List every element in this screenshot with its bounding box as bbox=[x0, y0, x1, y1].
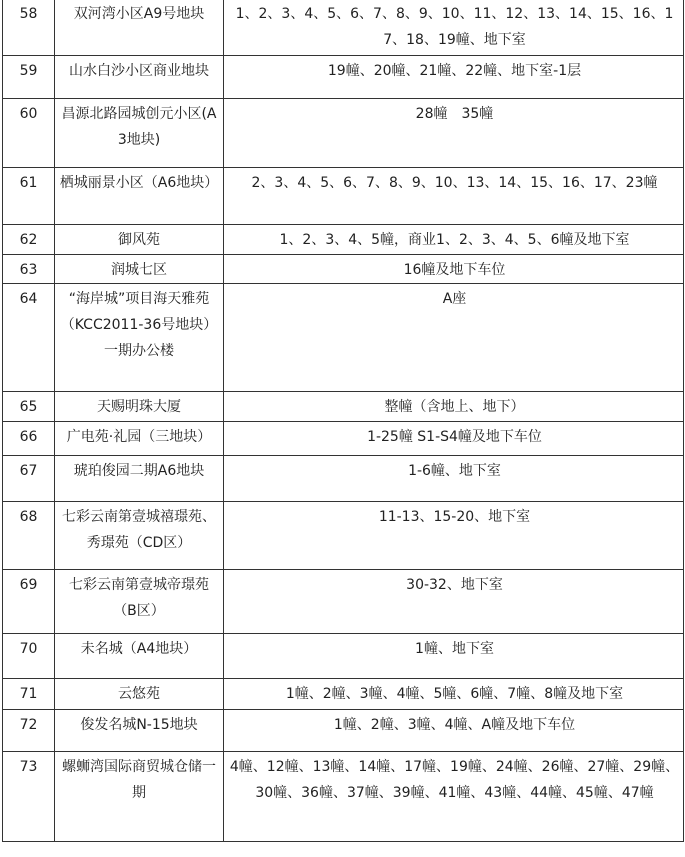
table-row bbox=[3, 570, 684, 634]
table-row bbox=[3, 634, 684, 679]
building-numbers: 11-13、15-20、地下室 bbox=[224, 502, 684, 570]
table-row bbox=[3, 168, 684, 225]
project-name: 俊发名城N-15地块 bbox=[55, 710, 224, 752]
building-numbers: 30-32、地下室 bbox=[224, 570, 684, 634]
project-name: 昌源北路园城创元小区(A3地块) bbox=[55, 99, 224, 168]
row-number: 63 bbox=[3, 255, 55, 284]
project-name: 双河湾小区A9号地块 bbox=[55, 0, 224, 56]
building-numbers: 1-6幢、地下室 bbox=[224, 456, 684, 502]
project-name: 七彩云南第壹城禧璟苑、秀璟苑（CD区） bbox=[55, 502, 224, 570]
project-name: 螺蛳湾国际商贸城仓储一期 bbox=[55, 752, 224, 842]
row-number: 61 bbox=[3, 168, 55, 225]
project-name: 栖城丽景小区（A6地块） bbox=[55, 168, 224, 225]
table-row bbox=[3, 679, 684, 710]
project-name: 七彩云南第壹城帝璟苑（B区） bbox=[55, 570, 224, 634]
row-number: 71 bbox=[3, 679, 55, 710]
project-name: 琥珀俊园二期A6地块 bbox=[55, 456, 224, 502]
table-row bbox=[3, 752, 684, 842]
project-name: 润城七区 bbox=[55, 255, 224, 284]
building-numbers: 1幢、2幢、3幢、4幢、A幢及地下车位 bbox=[224, 710, 684, 752]
row-number: 59 bbox=[3, 56, 55, 99]
project-name: 山水白沙小区商业地块 bbox=[55, 56, 224, 99]
row-number: 70 bbox=[3, 634, 55, 679]
table-row bbox=[3, 255, 684, 284]
row-number: 64 bbox=[3, 284, 55, 392]
table-row bbox=[3, 392, 684, 422]
table-row bbox=[3, 456, 684, 502]
project-name: 广电苑·礼园（三地块） bbox=[55, 422, 224, 456]
project-name: “海岸城”项目海天雅苑（KCC2011-36号地块）一期办公楼 bbox=[55, 284, 224, 392]
building-numbers: 1幢、地下室 bbox=[224, 634, 684, 679]
row-number: 68 bbox=[3, 502, 55, 570]
building-numbers: 1幢、2幢、3幢、4幢、5幢、6幢、7幢、8幢及地下室 bbox=[224, 679, 684, 710]
building-numbers: 2、3、4、5、6、7、8、9、10、13、14、15、16、17、23幢 bbox=[224, 168, 684, 225]
building-numbers: A座 bbox=[224, 284, 684, 392]
table-row bbox=[3, 422, 684, 456]
row-number: 69 bbox=[3, 570, 55, 634]
table-row bbox=[3, 99, 684, 168]
row-number: 65 bbox=[3, 392, 55, 422]
building-numbers: 28幢 35幢 bbox=[224, 99, 684, 168]
row-number: 72 bbox=[3, 710, 55, 752]
building-numbers: 4幢、12幢、13幢、14幢、17幢、19幢、24幢、26幢、27幢、29幢、30幢、36幢、37幢、39幢、41幢、43幢、44幢、45幢、47幢 bbox=[224, 752, 684, 842]
building-list-table bbox=[2, 0, 684, 842]
building-numbers: 1、2、3、4、5、6、7、8、9、10、11、12、13、14、15、16、17、18、19幢、地下室 bbox=[224, 0, 684, 56]
project-name: 云悠苑 bbox=[55, 679, 224, 710]
building-numbers: 1-25幢 S1-S4幢及地下车位 bbox=[224, 422, 684, 456]
project-name: 天赐明珠大厦 bbox=[55, 392, 224, 422]
row-number: 62 bbox=[3, 225, 55, 255]
row-number: 58 bbox=[3, 0, 55, 56]
row-number: 66 bbox=[3, 422, 55, 456]
table-row bbox=[3, 284, 684, 392]
table-row bbox=[3, 56, 684, 99]
building-numbers: 16幢及地下车位 bbox=[224, 255, 684, 284]
table-body bbox=[3, 0, 684, 842]
table-row bbox=[3, 502, 684, 570]
table-row bbox=[3, 225, 684, 255]
building-numbers: 19幢、20幢、21幢、22幢、地下室-1层 bbox=[224, 56, 684, 99]
row-number: 73 bbox=[3, 752, 55, 842]
project-name: 未名城（A4地块） bbox=[55, 634, 224, 679]
project-name: 御风苑 bbox=[55, 225, 224, 255]
row-number: 67 bbox=[3, 456, 55, 502]
table-row bbox=[3, 710, 684, 752]
row-number: 60 bbox=[3, 99, 55, 168]
building-numbers: 1、2、3、4、5幢，商业1、2、3、4、5、6幢及地下室 bbox=[224, 225, 684, 255]
building-numbers: 整幢（含地上、地下） bbox=[224, 392, 684, 422]
table-row bbox=[3, 0, 684, 56]
